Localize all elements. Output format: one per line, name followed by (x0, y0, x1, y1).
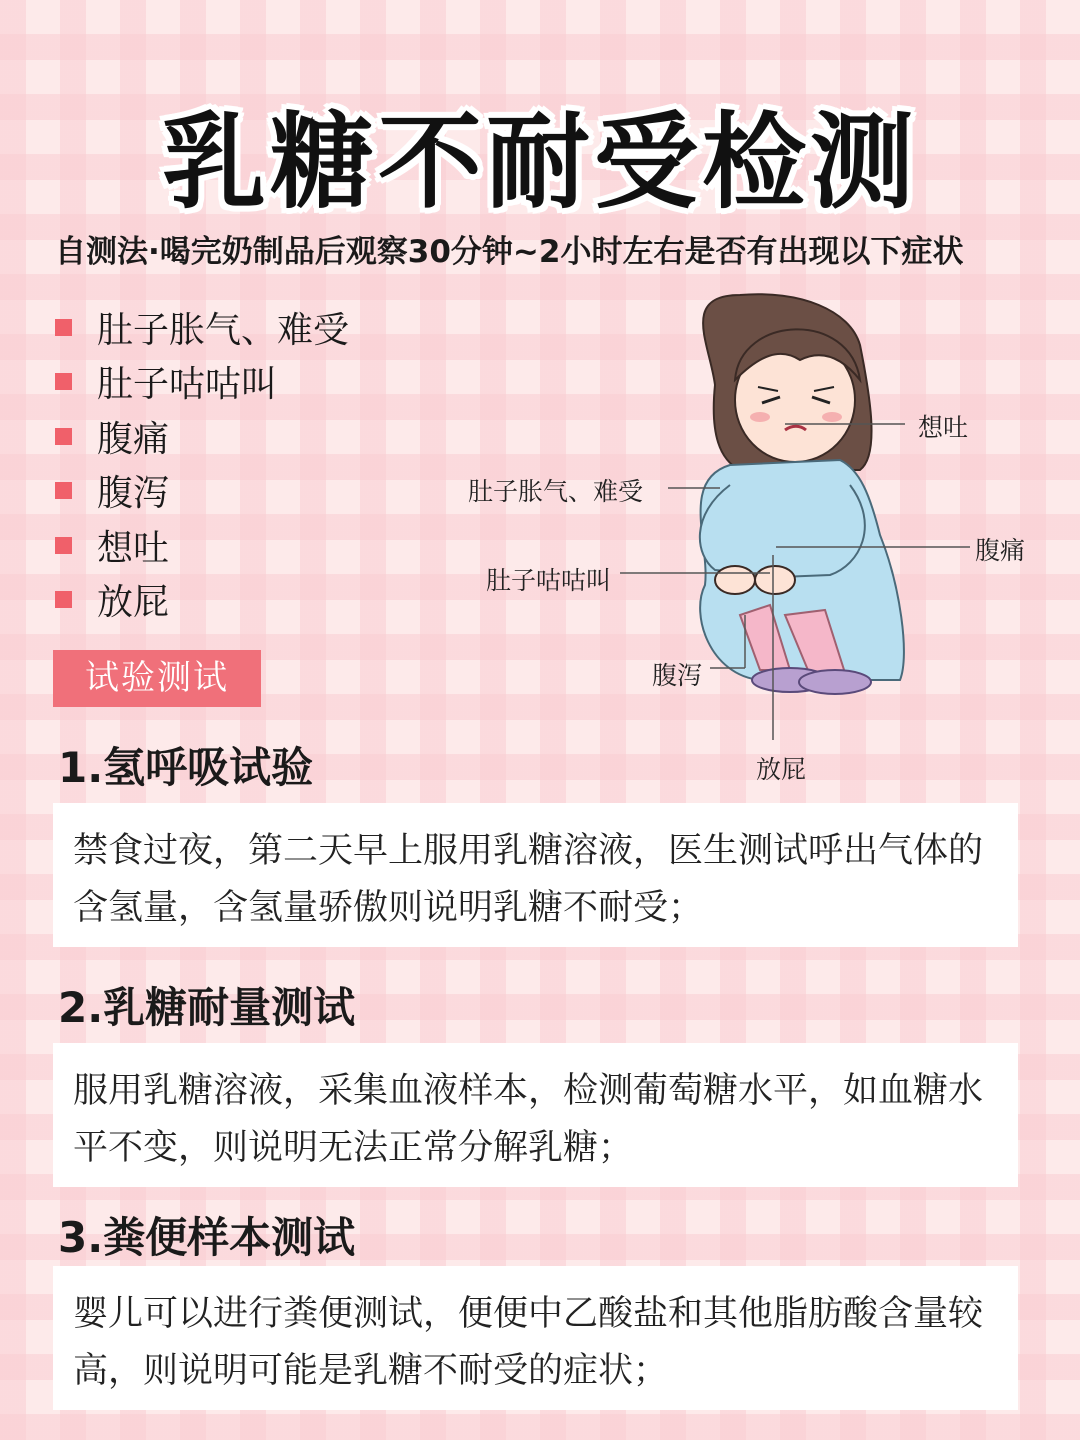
section-card (53, 803, 1018, 947)
list-item (55, 464, 349, 519)
symptom-text: 腹泻 (97, 473, 170, 515)
section-title: 1.氢呼吸试验 (58, 743, 314, 792)
list-item (55, 518, 349, 573)
symptom-text: 肚子胀气、难受 (97, 309, 350, 351)
symptom-text: 肚子咕咕叫 (97, 364, 278, 406)
label-rumbling: 肚子咕咕叫 (486, 566, 612, 595)
section-body: 婴儿可以进行粪便测试，便便中乙酸盐和其他脂肪酸含量较高，则说明可能是乳糖不耐受的症状； (73, 1294, 984, 1391)
section-body: 服用乳糖溶液，采集血液样本，检测葡萄糖水平，如血糖水平不变，则说明无法正常分解乳糖； (73, 1071, 984, 1168)
label-vomit: 想吐 (918, 413, 969, 442)
square-bullet-icon (55, 373, 72, 390)
test-badge: 试验测试 (53, 650, 261, 707)
square-bullet-icon (55, 537, 72, 554)
subtitle: 自测法·喝完奶制品后观察30分钟~2小时左右是否有出现以下症状 (55, 234, 964, 270)
page-title: 乳糖不耐受检测 (161, 101, 918, 223)
section-body: 禁食过夜，第二天早上服用乳糖溶液，医生测试呼出气体的含氢量，含氢量骄傲则说明乳糖不耐受； (73, 831, 984, 928)
square-bullet-icon (55, 428, 72, 445)
section-card (53, 1043, 1018, 1187)
square-bullet-icon (55, 482, 72, 499)
label-stomachache: 腹痛 (975, 536, 1026, 565)
label-diarrhea: 腹泻 (652, 661, 703, 690)
square-bullet-icon (55, 591, 72, 608)
symptom-text: 放屁 (97, 582, 170, 624)
list-item (55, 573, 349, 628)
section-card (53, 1266, 1018, 1410)
girl-illustration (440, 285, 1080, 785)
label-bloating: 肚子胀气、难受 (468, 477, 644, 506)
list-item (55, 409, 349, 464)
square-bullet-icon (55, 319, 72, 336)
symptom-list (55, 300, 349, 627)
symptom-text: 想吐 (97, 527, 170, 569)
label-fart: 放屁 (756, 755, 807, 784)
section-title: 2.乳糖耐量测试 (58, 983, 356, 1032)
list-item (55, 300, 349, 355)
symptom-text: 腹痛 (97, 418, 170, 460)
section-title: 3.粪便样本测试 (58, 1213, 356, 1262)
list-item (55, 355, 349, 410)
